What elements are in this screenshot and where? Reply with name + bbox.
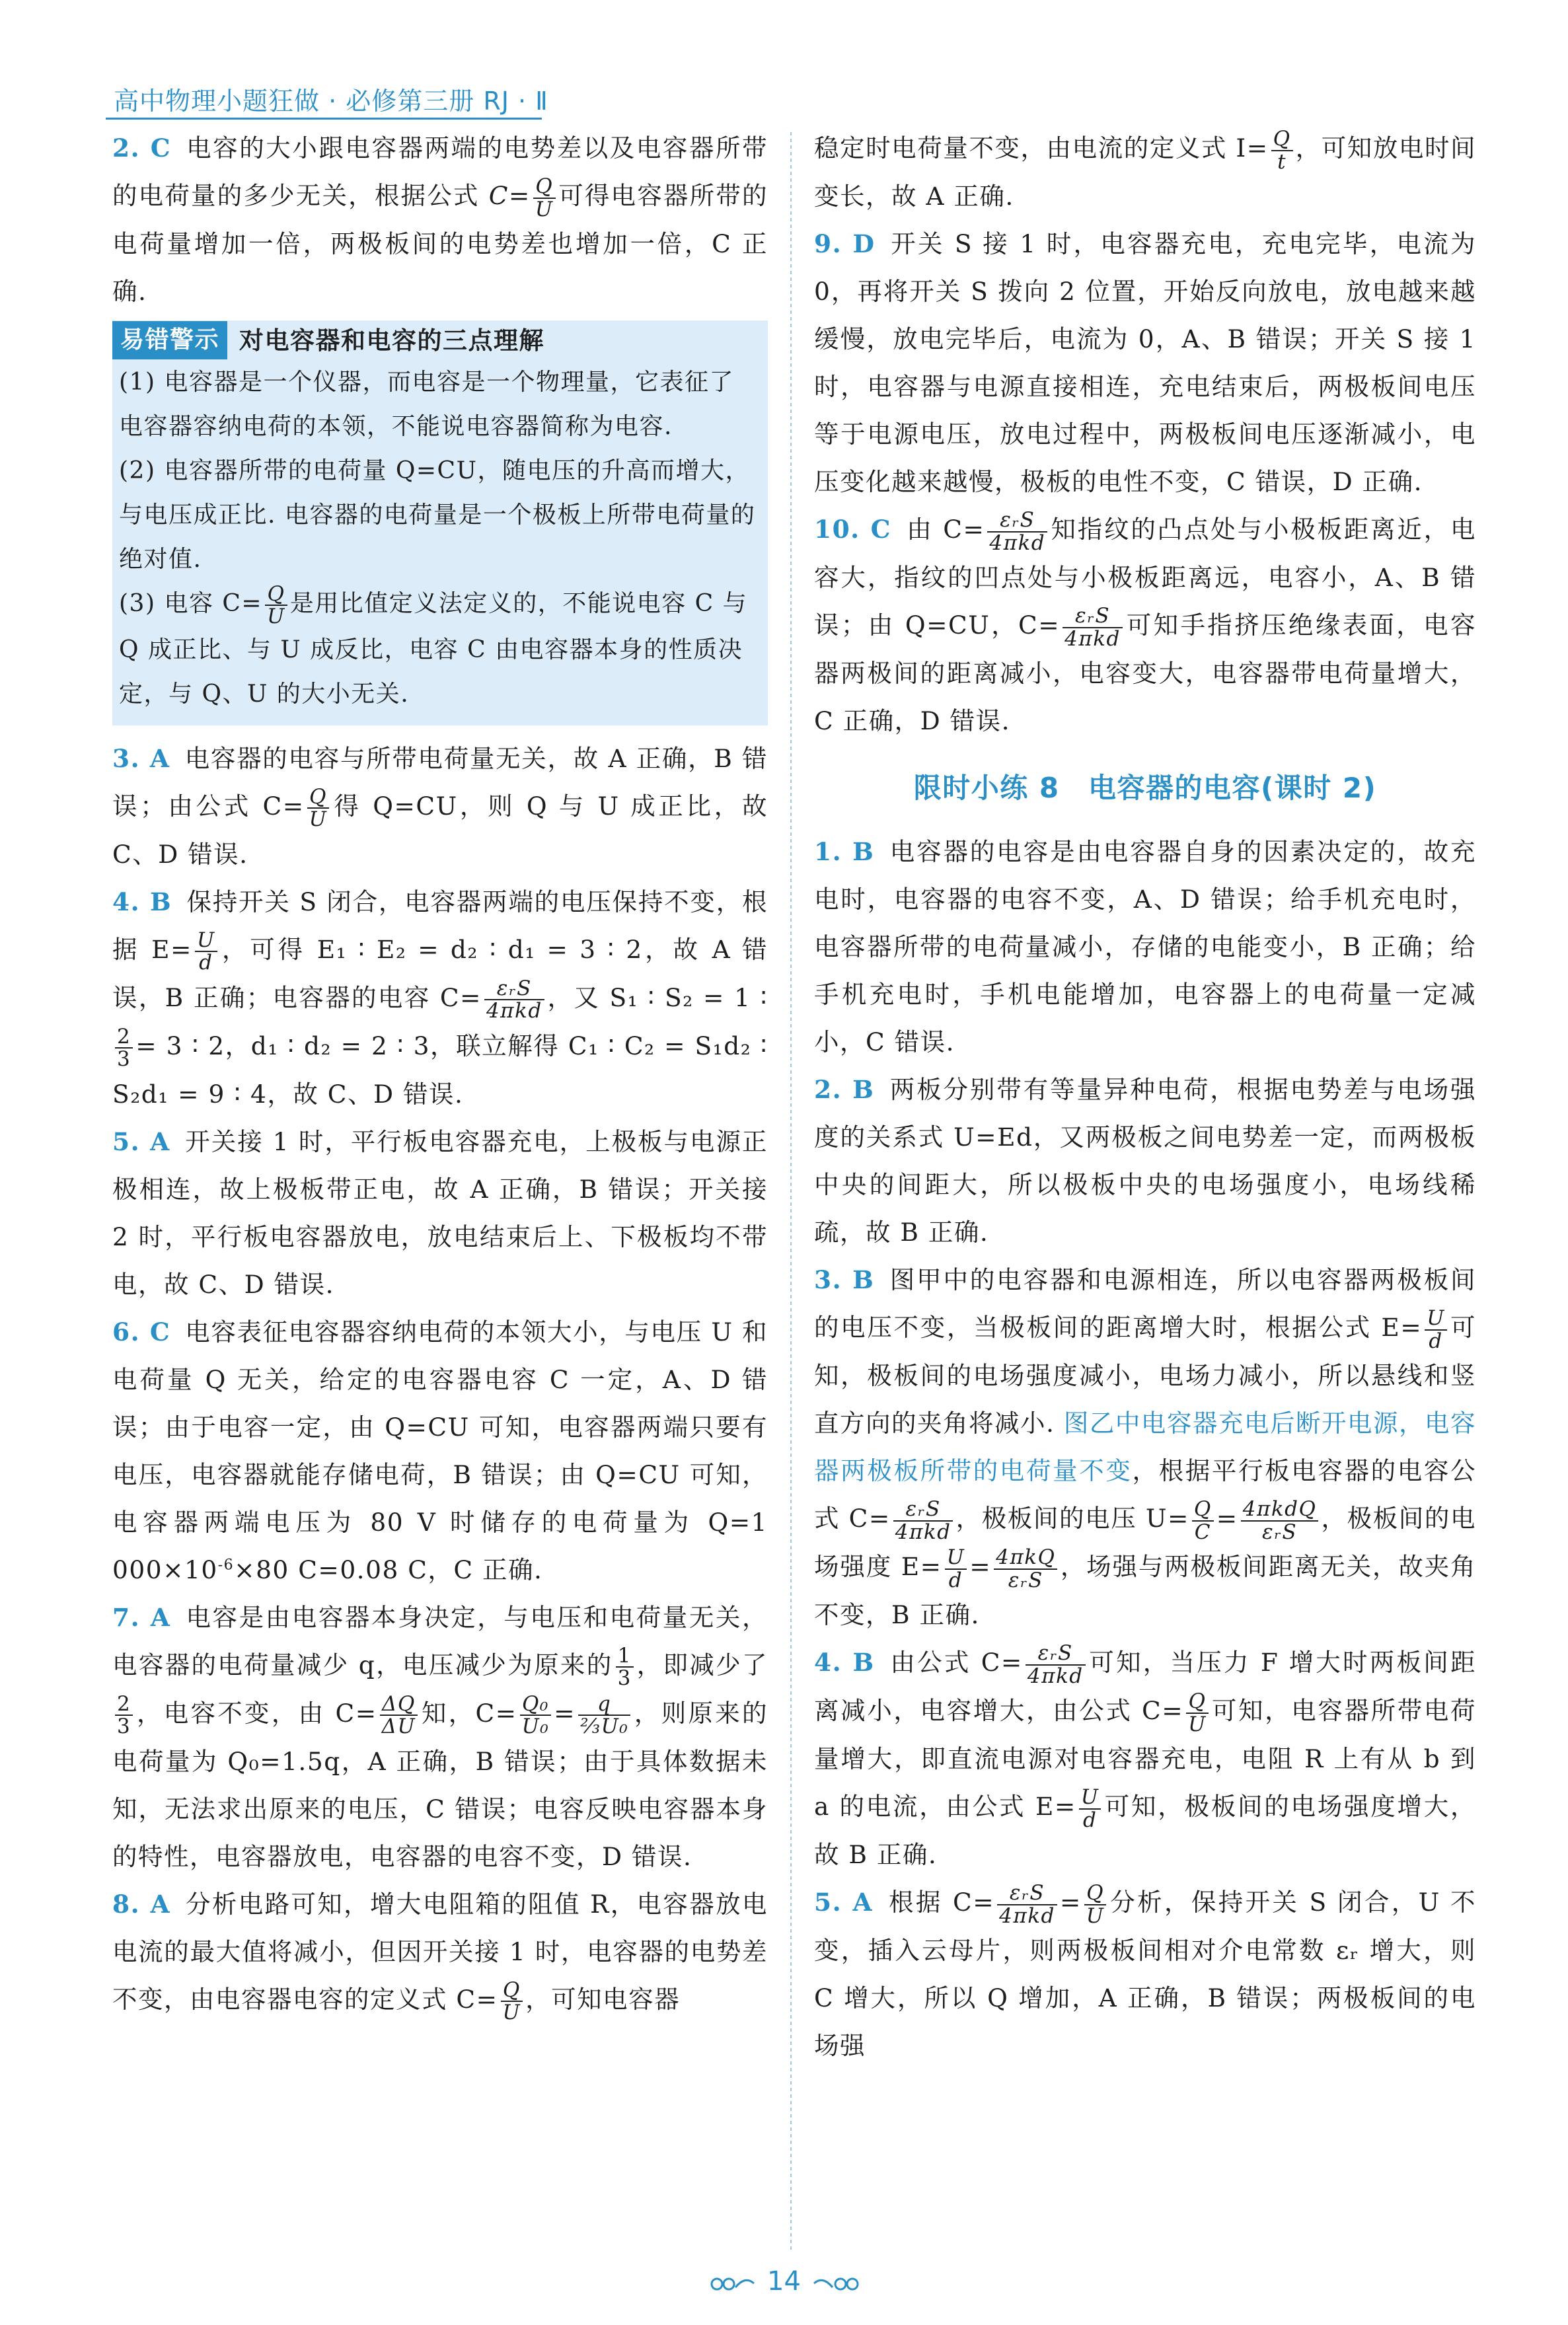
section-title: 限时小练 8 电容器的电容(课时 2) <box>913 772 1377 805</box>
fraction: εᵣS 4πkd <box>484 978 544 1022</box>
page-footer <box>0 2266 1568 2297</box>
fraction: $\frac{Q}{C}$ <box>1192 1498 1214 1543</box>
fraction: $\frac{Q}{U}$ <box>1186 1691 1209 1735</box>
warning-box <box>112 320 768 725</box>
answer-5: 5. A 开关接 1 时，平行板电容器充电，上极板与电源正极相连，故上极板带正电，故 A 正确，B 错误；开关接 2 时，平行板电容器放电，放电结束后上、下极板均不带电，故 C、D 错误. <box>112 1126 768 1299</box>
answer-10: 10. C 由 C= εᵣS 4πkd 知指纹的凸点处与小极板距离近，电容大，指纹的凹点处与小极板距离远，电容小，A、B 错误；由 Q=CU，C= εᵣS 4πkd 可知手指挤压绝缘表面，电容器两极间的距离减小，电容变大，电容器带电荷量增大，C 正确，D 错误. <box>814 508 1477 736</box>
lesson-answer-5: 5. A 根据 C= εᵣS 4πkd = $\frac{Q}{U}$ 分析，保持开关 S 闭合，U 不变，插入云母片，则两极板间相对介电常数 εᵣ 增大，则 C 增大，所以 Q 增加，A 正确，B 错误；两极板间的电场强 <box>814 1881 1476 2061</box>
lesson-answer-1: 1. B 电容器的电容是由电容器自身的因素决定的，故充电时，电容器的电容不变，A、D 错误；给手机充电时，电容器所带的电荷量减小，存储的电能变小，B 正确；给手机充电时，手机电能增加，电容器上的电荷量一定减小，C 错误. <box>814 837 1476 1057</box>
answer-9: 9. D 开关 S 接 1 时，电容器充电，充电完毕，电流为 0，再将开关 S 拨向 2 位置，开始反向放电，放电越来越缓慢，放电完毕后，电流为 0，A、B 错误；开关 S 接 1 时，电容器与电源直接相连，充电结束后，两极板间电压等于电源电压，放电过程中，两极板间电压逐渐减小，电压变化越来越慢，极板的电性不变，C 错误，D 正确. <box>814 229 1476 497</box>
warning-point-1: (1) 电容器是一个仪器，而电容是一个物理量，它表征了电容器容纳电荷的本领，不能说电容器简称为电容. <box>119 369 734 441</box>
left-ornament-icon <box>709 2274 755 2291</box>
fraction: $\frac{\Delta Q}{\Delta U}$ <box>380 1693 418 1738</box>
page-number: 14 <box>767 2266 801 2297</box>
fraction: $\frac{U}{d}$ <box>1425 1308 1447 1352</box>
fraction: $\frac{\text{Q₀}}{\text{U₀}}$ <box>520 1693 552 1738</box>
answer-6: 6. C 电容表征电容器容纳电荷的本领大小，与电压 U 和电荷量 Q 无关，给定的电容器电容 C 一定，A、D 错误；由于电容一定，由 Q=CU 可知，电容器两端只要有电压，电容器就能存储电荷，B 错误；由 Q=CU 可知，电容器两端电压为 80 V 时储存的电荷量为 Q=1 $000\times 10^{-6}\times 80$ C=0.08 C，C 正确. <box>112 1317 768 1584</box>
fraction: εᵣS 4πkd <box>997 1882 1057 1927</box>
answer-8-cont: 稳定时电荷量不变，由电流的定义式 I= $\frac{Q}{t}$ ，可知放电时间变长，故 A 正确. <box>814 126 1477 211</box>
fraction: $\frac{Q}{U}$ <box>307 786 330 830</box>
answer-3: 3. A 电容器的电容与所带电荷量无关，故 A 正确，B 错误；由公式 C= $\frac{Q}{U}$ 得 Q=CU，则 Q 与 U 成正比，故 C、D 错误. <box>112 743 768 869</box>
header-rule <box>106 118 542 120</box>
right-column <box>814 124 1476 2069</box>
warning-tag: 易错警示 <box>112 321 227 359</box>
fraction: εᵣS 4πkd <box>893 1498 953 1543</box>
left-column <box>112 124 768 2024</box>
lesson-answer-3: 3. B 图甲中的电容器和电源相连，所以电容器两极板间的电压不变，当极板间的距离增大时，根据公式 E= $\frac{U}{d}$ 可知，极板间的电场强度减小，电场力减小，所以悬线和竖直方向的夹角将减小. 图乙中电容器充电后断开电源，电容器两极板所带的电荷量不变，根据平行板电容器的电容公式 C= εᵣS 4πkd ，极板间的电压 U= $\frac{Q}{C}$ = 4πkdQ εᵣS ，极板间的电场强度 E= $\frac{U}{d}$ = 4πkQ εᵣS ，场强与两极板间距离无关，故夹角不变，B 正确. <box>814 1265 1477 1630</box>
fraction: $\frac{2}{3}$ <box>115 1693 133 1738</box>
fraction: $\frac{2}{3}$ <box>115 1026 133 1070</box>
fraction: 4πkQ εᵣS <box>994 1547 1057 1591</box>
right-ornament-icon <box>813 2274 859 2291</box>
fraction: εᵣS 4πkd <box>1063 605 1123 649</box>
answer-2: 2. C 电容的大小跟电容器两端的电势差以及电容器所带的电荷量的多少无关，根据公式 C= $\frac{Q}{U}$ 可得电容器所带的电荷量增加一倍，两极板间的电势差也增加一倍，C 正确. <box>112 133 768 307</box>
lesson-answer-2: 2. B 两板分别带有等量异种电荷，根据电势差与电场强度的关系式 U=Ed，又两极板之间电势差一定，而两极板中央的间距大，所以极板中央的电场强度小，电场线稀疏，故 B 正确. <box>814 1075 1476 1247</box>
fraction: $\frac{Q}{U}$ <box>533 176 556 220</box>
warning-title: 对电容器和电容的三点理解 <box>239 326 545 355</box>
fraction: $\frac{U}{d}$ <box>1079 1787 1101 1831</box>
fraction: $\frac{Q}{U}$ <box>1084 1882 1107 1927</box>
warning-point-2: (2) 电容器所带的电荷量 Q=CU，随电压的升高而增大，与电压成正比. 电容器的电荷量是一个极板上所带电荷量的绝对值. <box>119 457 756 573</box>
fraction: $\frac{Q}{U}$ <box>501 1979 523 2024</box>
fraction: εᵣS 4πkd <box>987 509 1047 554</box>
fraction: $\frac{U}{d}$ <box>195 930 217 974</box>
warning-point-3: (3) 电容 C= $\frac{Q}{U}$ 是用比值定义法定义的，不能说电容 C 与 Q 成正比、与 U 成反比，电容 C 由电容器本身的性质决定，与 Q、U 的大小无关. <box>119 581 748 708</box>
column-divider <box>790 132 792 2253</box>
fraction: $\frac{q}{\text{⅔U₀}}$ <box>578 1693 630 1738</box>
answer-4: 4. B 保持开关 S 闭合，电容器两端的电压保持不变，根据 E= $\frac{U}{d}$ ，可得 E₁ ∶ E₂ = d₂ ∶ d₁ = 3 ∶ 2，故 A 错误，B 正确；电容器的电容 C= εᵣS 4πkd ，又 S₁ ∶ S₂ = 1 ∶ $\frac{2}{3}$ = 3 ∶ 2，d₁ ∶ d₂ = 2 ∶ 3，联立解得 C₁ ∶ C₂ = S₁d₂ ∶ S₂d₁ = 9 ∶ 4，故 C、D 错误. <box>112 887 768 1109</box>
fraction: $\frac{Q}{U}$ <box>265 583 287 628</box>
running-header: 高中物理小题狂做 · 必修第三册 RJ · Ⅱ <box>114 87 548 116</box>
lesson-answer-4: 4. B 由公式 C= εᵣS 4πkd 可知，当压力 F 增大时两板间距离减小，电容增大，由公式 C= $\frac{Q}{U}$ 可知，电容器所带电荷量增大，即直流电源对电容器充电，电阻 R 上有从 b 到 a 的电流，由公式 E= $\frac{U}{d}$ 可知，极板间的电场强度增大，故 B 正确. <box>814 1641 1477 1870</box>
answer-8: 8. A 分析电路可知，增大电阻箱的阻值 R，电容器放电电流的最大值将减小，但因开关接 1 时，电容器的电势差不变，由电容器电容的定义式 C= $\frac{Q}{U}$ ，可知电容器 <box>112 1889 768 2025</box>
fraction: $\frac{1}{3}$ <box>616 1645 634 1689</box>
fraction: $\frac{Q}{t}$ <box>1271 128 1293 172</box>
answer-7: 7. A 电容是由电容器本身决定，与电压和电荷量无关，电容器的电荷量减少 q，电压减少为原来的 $\frac{1}{3}$ ，即减少了 $\frac{2}{3}$ ，电容不变，由 C= $\frac{\Delta Q}{\Delta U}$ 知，C= $\frac{\text{Q₀}}{\text{U₀}}$ = $\frac{q}{\text{⅔U₀}}$ ，则原来的电荷量为 Q₀=1.5q，A 正确，B 错误；由于具体数据未知，无法求出原来的电压，C 错误；电容反映电容器本身的特性，电容器放电，电容器的电容不变，D 错误. <box>112 1602 768 1871</box>
fraction: $\frac{U}{d}$ <box>945 1547 967 1591</box>
fraction: 4πkdQ εᵣS <box>1241 1498 1319 1543</box>
highlighted-text: 图乙中电容器充电后断开电源，电容器两极板所带的电荷量不变 <box>814 1409 1476 1486</box>
fraction: εᵣS 4πkd <box>1026 1642 1086 1687</box>
